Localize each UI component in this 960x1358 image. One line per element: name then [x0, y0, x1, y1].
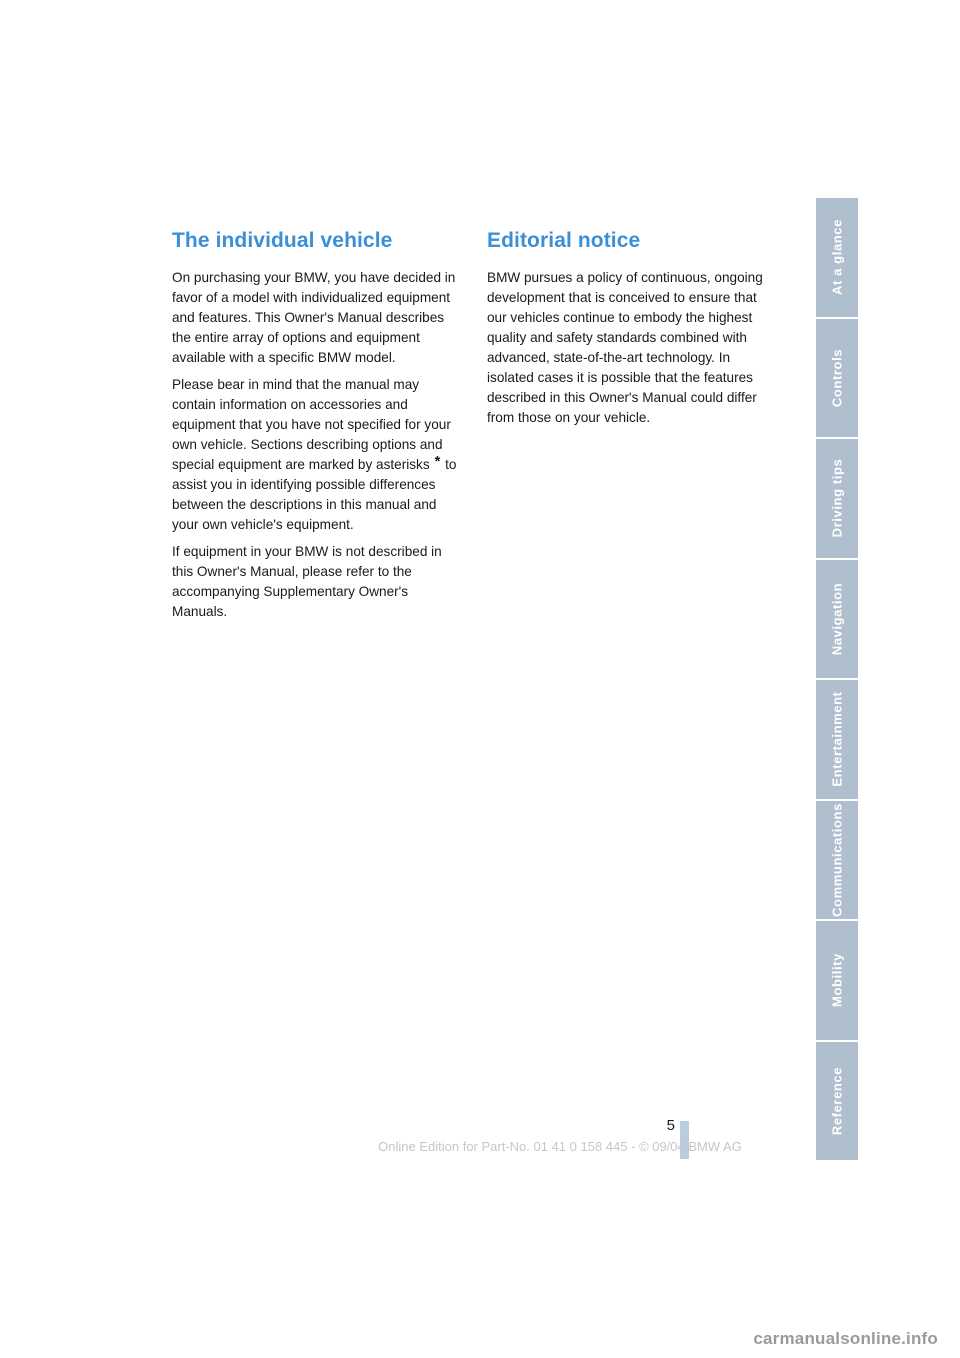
paragraph-1: On purchasing your BMW, you have decided in favor of a model with individualized equipment and features. This Owner's Manual describes the entire array of options and equipment available with a specific BMW model. [172, 270, 456, 365]
paragraph-2-start: Please bear in mind that the manual may contain information on accessories and equipment that you have not specified for your own vehicle. Sections describing options and special equipment are marked by asterisks [172, 377, 451, 472]
page-number: 5 [666, 1117, 675, 1134]
chapter-tabs [816, 198, 858, 1160]
tab-driving-tips[interactable] [816, 439, 858, 560]
tab-controls[interactable] [816, 319, 858, 440]
tab-label: Driving tips [829, 458, 845, 538]
tab-label: Entertainment [829, 691, 845, 787]
heading-individual-vehicle: The individual vehicle [172, 229, 393, 252]
tab-label: Communications [829, 802, 845, 917]
tab-label: Mobility [829, 953, 845, 1008]
paragraph-2 [172, 375, 464, 535]
tab-mobility[interactable] [816, 921, 858, 1042]
tab-label: At a glance [829, 219, 845, 296]
tab-navigation[interactable] [816, 560, 858, 681]
footer-edition: Online Edition for Part-No. 01 41 0 158 445 - © 09/04 BMW AG [378, 1139, 742, 1154]
tab-label: Controls [829, 348, 845, 407]
editorial-paragraph: BMW pursues a policy of continuous, ongoing development that is conceived to ensure that our vehicles continue to embody the highest quality and safety standards combined with advanced, state-of-the-art technology. In isolated cases it is possible that the features described in this Owner's Manual could differ from those on your vehicle. [487, 270, 763, 425]
watermark: carmanualsonline.info [753, 1329, 938, 1348]
tab-at-a-glance[interactable] [816, 198, 858, 319]
paragraph-2-end: to assist you in identifying possible differences between the descriptions in this manual and your own vehicle's equipment. [172, 457, 457, 532]
asterisk-icon: * [434, 453, 441, 470]
tab-entertainment[interactable] [816, 680, 858, 801]
heading-editorial-notice: Editorial notice [487, 229, 641, 252]
tab-label: Navigation [829, 582, 845, 655]
section-editorial-notice [487, 228, 779, 435]
tab-communications[interactable] [816, 801, 858, 922]
paragraph-3: If equipment in your BMW is not described in this Owner's Manual, please refer to the accompanying Supplementary Owner's Manuals. [172, 544, 442, 619]
tab-label: Reference [829, 1066, 845, 1135]
section-individual-vehicle [172, 228, 464, 629]
